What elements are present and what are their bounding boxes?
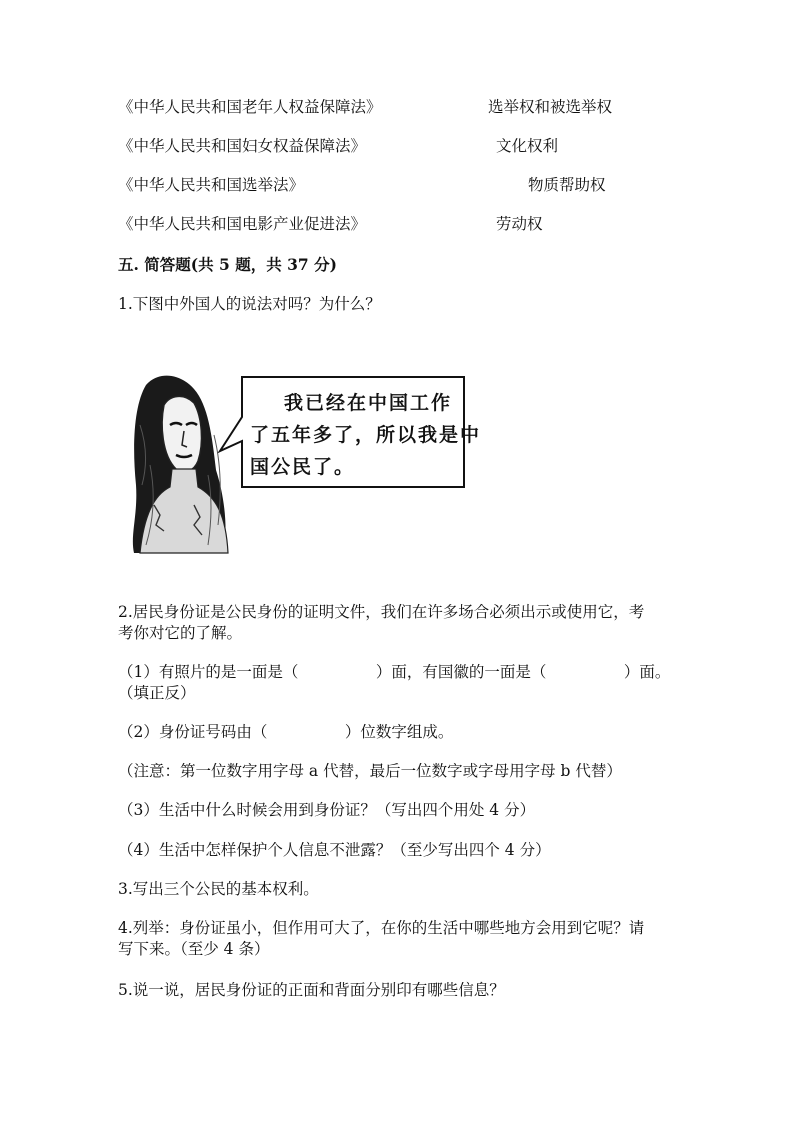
match-right-3: 物质帮助权 xyxy=(528,176,606,194)
section-title: 五. 简答题(共 5 题，共 37 分) xyxy=(118,255,337,274)
question-2-line-2: 考你对它的了解。 xyxy=(118,624,243,642)
bubble-line-1: 我已经在中国工作 xyxy=(284,392,453,414)
match-left-4: 《中华人民共和国电影产业促进法》 xyxy=(118,215,367,233)
question-2-sub-3: （3）生活中什么时候会用到身份证？（写出四个用处 4 分） xyxy=(118,801,536,819)
match-right-1: 选举权和被选举权 xyxy=(488,98,613,116)
match-right-2: 文化权利 xyxy=(496,137,559,155)
question-2-sub-1-line-1: （1）有照片的是一面是（ ）面，有国徽的一面是（ ）面。 xyxy=(118,663,671,681)
question-2-sub-1-line-2: （填正反） xyxy=(118,684,196,702)
question-4-line-1: 4.列举：身份证虽小，但作用可大了，在你的生活中哪些地方会用到它呢？请 xyxy=(118,919,645,937)
question-2-sub-4: （4）生活中怎样保护个人信息不泄露？（至少写出四个 4 分） xyxy=(118,841,551,859)
match-left-1: 《中华人民共和国老年人权益保障法》 xyxy=(118,98,382,116)
question-5: 5.说一说，居民身份证的正面和背面分别印有哪些信息？ xyxy=(118,981,505,999)
question-1: 1.下图中外国人的说法对吗？为什么？ xyxy=(118,295,381,313)
match-left-2: 《中华人民共和国妇女权益保障法》 xyxy=(118,137,367,155)
question-4-line-2: 写下来。（至少 4 条） xyxy=(118,940,270,958)
question-3: 3.写出三个公民的基本权利。 xyxy=(118,880,319,898)
match-right-4: 劳动权 xyxy=(496,215,543,233)
question-2-sub-2: （2）身份证号码由（ ）位数字组成。 xyxy=(118,723,454,741)
match-left-3: 《中华人民共和国选举法》 xyxy=(118,176,305,194)
cartoon-figure xyxy=(124,365,482,555)
bubble-line-3: 国公民了。 xyxy=(250,456,356,478)
bubble-line-2: 了五年多了，所以我是中 xyxy=(250,424,482,446)
question-2-note: （注意：第一位数字用字母 a 代替，最后一位数字或字母用字母 b 代替） xyxy=(118,762,622,780)
question-2-line-1: 2.居民身份证是公民身份的证明文件，我们在许多场合必须出示或使用它，考 xyxy=(118,603,645,621)
